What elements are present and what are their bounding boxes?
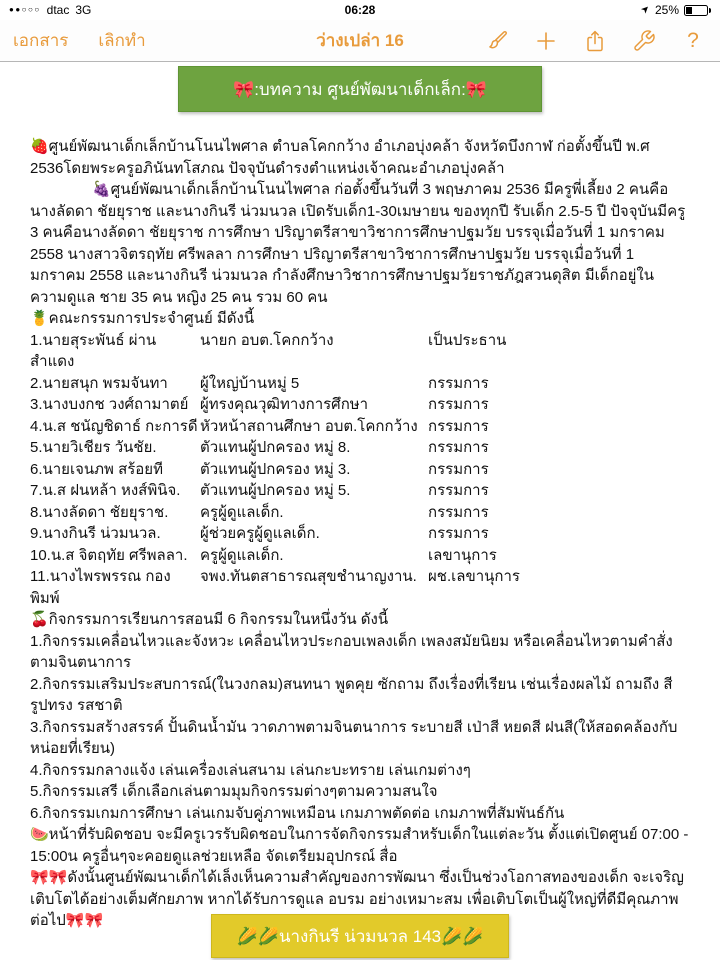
committee-member-role: กรรมการ: [428, 525, 489, 542]
committee-member-role: เป็นประธาน: [428, 331, 507, 349]
carrier-label: dtac: [46, 3, 70, 17]
paragraph-duty: 🍉หน้าที่รับผิดชอบ จะมีครูเวรรับผิดชอบในการจัดกิจกรรมสำหรับเด็กในแต่ละวัน ตั้งแต่เปิดศูนย์ 07:00 - 15:00น ครูอื่นๆจะคอยดูแลช่วยเหลือ จัดเตรียมอุปกรณ์ สื่อ: [30, 826, 689, 865]
committee-member-role: กรรมการ: [428, 482, 489, 499]
committee-member-role: กรรมการ: [428, 374, 489, 392]
paragraph-closing: 🎀🎀ดังนั้นศูนย์พัฒนาเด็กได้เล็งเห็นความสำคัญของการพัฒนา ซึ่งเป็นช่วงโอกาสทองของเด็ก จะเจริญเติบโตได้อย่างเต็มศักยภาพ หากได้รับการดูแล อบรม อย่างเหมาะสม เพื่อเติบโตเป็นผู้ใหญ่ที่ดีมีคุณภาพต่อไป🎀🎀: [30, 869, 684, 929]
status-right: [638, 2, 711, 17]
header-banner[interactable]: 🎀:บทความ ศูนย์พัฒนาเด็กเล็ก:🎀: [178, 66, 542, 112]
status-clock: 06:28: [344, 3, 376, 17]
committee-member-name: 3.นางบงกช วงศ์ถามาตย์: [30, 396, 189, 413]
committee-row: [30, 523, 690, 545]
committee-row: [30, 373, 690, 395]
status-bar: [0, 0, 720, 20]
committee-member-name: 6.นายเจนภพ สร้อยที: [30, 460, 163, 478]
activities-heading: 🍒กิจกรรมการเรียนการสอนมี 6 กิจกรรมในหนึ่งวัน ดังนี้: [30, 611, 389, 628]
committee-member-position: ตัวแทนผู้ปกครอง หมู่ 3.: [200, 460, 351, 478]
committee-member-position: ตัวแทนผู้ปกครอง หมู่ 8.: [200, 439, 351, 456]
toolbar: [0, 20, 720, 62]
committee-row: [30, 416, 690, 438]
committee-member-position: หัวหน้าสถานศึกษา อบต.โคกกว้าง: [200, 417, 418, 435]
battery-fill: [686, 7, 692, 14]
format-paintbrush-button[interactable]: [483, 27, 511, 55]
insert-button[interactable]: [532, 27, 560, 55]
committee-member-name: 10.น.ส จิตฤทัย ศรีพลลา.: [30, 546, 188, 564]
share-icon: [583, 29, 607, 53]
battery-icon: [684, 5, 708, 16]
committee-member-position: ตัวแทนผู้ปกครอง หมู่ 5.: [200, 482, 351, 499]
committee-member-role: กรรมการ: [428, 396, 489, 413]
network-type-label: 3G: [75, 3, 92, 17]
document-title: ว่างเปล่า 16: [316, 31, 404, 50]
committee-member-position: ผู้ทรงคุณวุฒิทางการศึกษา: [200, 396, 369, 413]
committee-member-role: กรรมการ: [428, 503, 489, 521]
committee-member-name: 4.น.ส ชนัญชิดาธ์ กะการดี: [30, 417, 198, 435]
battery-percent-label: 25%: [654, 3, 679, 17]
plus-icon: [534, 29, 558, 53]
committee-member-name: 2.นายสนุก พรมจันทา: [30, 374, 168, 392]
committee-row: [30, 394, 690, 416]
wrench-icon: [632, 29, 656, 53]
location-arrow-icon: ➤: [638, 2, 653, 17]
committee-member-role: กรรมการ: [428, 460, 489, 478]
committee-member-name: 1.นายสุระพันธ์ ผ่านสำแดง: [30, 331, 157, 370]
committee-member-role: กรรมการ: [428, 439, 489, 456]
document-body: [30, 136, 690, 932]
committee-row: [30, 480, 690, 502]
committee-member-name: 7.น.ส ฝนหล้า หงส์พินิจ.: [30, 482, 181, 499]
committee-member-position: ผู้ช่วยครูผู้ดูแลเด็ก.: [200, 525, 320, 542]
paintbrush-icon: [485, 29, 509, 53]
document-canvas[interactable]: [0, 62, 720, 959]
signal-strength-icon: ●●○○○: [9, 5, 41, 14]
activity-item: 6.กิจกรรมเกมการศึกษา เล่นเกมจับคู่ภาพเหมือน เกมภาพตัดต่อ เกมภาพที่สัมพันธ์กัน: [30, 804, 565, 822]
share-button[interactable]: [581, 27, 609, 55]
activity-item: 3.กิจกรรมสร้างสรรค์ ปั้นดินน้ำมัน วาดภาพตามจินตนาการ ระบายสี เป่าสี หยดสี ฝนสี(ให้สอดคล้องกับหน่อยที่เรียน): [30, 718, 678, 757]
committee-row: [30, 502, 690, 524]
activity-item: 1.กิจกรรมเคลื่อนไหวและจังหวะ เคลื่อนไหวประกอบเพลงเด็ก เพลงสมัยนิยม หรือเคลื่อนไหวตามคำสั่ง ตามจินตนาการ: [30, 632, 673, 671]
tools-button[interactable]: [630, 27, 658, 55]
activity-item: 5.กิจกรรมเสรี เด็กเลือกเล่นตามมุมกิจกรรมต่างๆตามความสนใจ: [30, 783, 438, 800]
committee-member-position: ผู้ใหญ่บ้านหมู่ 5: [200, 374, 300, 392]
committee-member-role: ผช.เลขานุการ: [428, 568, 520, 585]
committee-row: [30, 437, 690, 459]
committee-member-position: นายก อบต.โคกกว้าง: [200, 331, 334, 349]
committee-row: [30, 566, 690, 609]
documents-button[interactable]: เอกสาร: [13, 27, 68, 54]
paragraph-intro: 🍓ศูนย์พัฒนาเด็กเล็กบ้านโนนไพศาล ตำบลโคกกว้าง อำเภอบุ่งคล้า จังหวัดบึงกาฬ ก่อตั้งขึ้นปี พ.ศ 2536โดยพระครูอภินันทโสภณ ปัจจุบันดำรงตำแหน่งเจ้าคณะอำเภอบุ่งคล้า: [30, 138, 650, 177]
paragraph-history: 🍇ศูนย์พัฒนาเด็กเล็กบ้านโนนไพศาล ก่อตั้งขึ้นวันที่ 3 พฤษภาคม 2536 มีครูพี่เลี้ยง 2 คนคือ นางลัดดา ชัยยุราช และนางกินรี น่วมนวล เปิดรับเด็ก1-30เมษายน ของทุกปี รับเด็ก 2.5-5 ปี ปัจจุบันมีครู 3 คนคือนางลัดดา ชัยยุราช การศึกษา ปริญาตรีสาขาวิชาการศึกษาปฐมวัย บรรจุเมื่อวันที่ 1 มกราคม 2558 นางสาวจิตรฤทัย ศรีพลลา การศึกษา ปริญาตรีสาขาวิชาการศึกษาปฐมวัย บรรจุเมื่อวันที่ 1 มกราคม 2558 และนางกินรี น่วมนวล กำลังศึกษาวิชาการศึกษาปฐมวัยราชภัฎสวนดุสิต มีเด็กอยู่ในความดูแล ชาย 35 คน หญิง 25 คน รวม 60 คน: [30, 181, 686, 306]
committee-member-role: เลขานุการ: [428, 546, 497, 564]
undo-button[interactable]: เลิกทำ: [98, 27, 145, 54]
committee-member-name: 5.นายวิเชียร วันชัย.: [30, 439, 157, 456]
committee-member-position: จพง.ทันตสาธารณสุขชำนาญงาน.: [200, 568, 417, 585]
activity-item: 4.กิจกรรมกลางแจ้ง เล่นเครื่องเล่นสนาม เล่นกะบะทราย เล่นเกมต่างๆ: [30, 761, 471, 779]
committee-row: [30, 330, 690, 373]
committee-member-position: ครูผู้ดูแลเด็ก.: [200, 503, 284, 521]
activity-item: 2.กิจกรรมเสริมประสบการณ์(ในวงกลม)สนทนา พูดคุย ซักถาม ถึงเรื่องที่เรียน เช่นเรื่องผลไม้ ถามถึง สี รูปทรง รสชาติ: [30, 675, 673, 714]
toolbar-actions: [483, 27, 707, 55]
committee-member-position: ครูผู้ดูแลเด็ก.: [200, 546, 284, 564]
committee-heading: 🍍คณะกรรมการประจำศูนย์ มีดังนี้: [30, 310, 255, 327]
committee-member-role: กรรมการ: [428, 417, 489, 435]
committee-member-name: 8.นางลัดดา ชัยยุราช.: [30, 503, 169, 521]
committee-member-name: 9.นางกินรี น่วมนวล.: [30, 525, 161, 542]
status-left: [9, 3, 91, 17]
footer-banner[interactable]: 🌽🌽นางกินรี น่วมนวล 143🌽🌽: [211, 914, 509, 958]
committee-row: [30, 545, 690, 567]
committee-member-name: 11.นางไพรพรรณ กองพิมพ์: [30, 568, 171, 607]
help-button[interactable]: ?: [679, 27, 707, 55]
committee-row: [30, 459, 690, 481]
